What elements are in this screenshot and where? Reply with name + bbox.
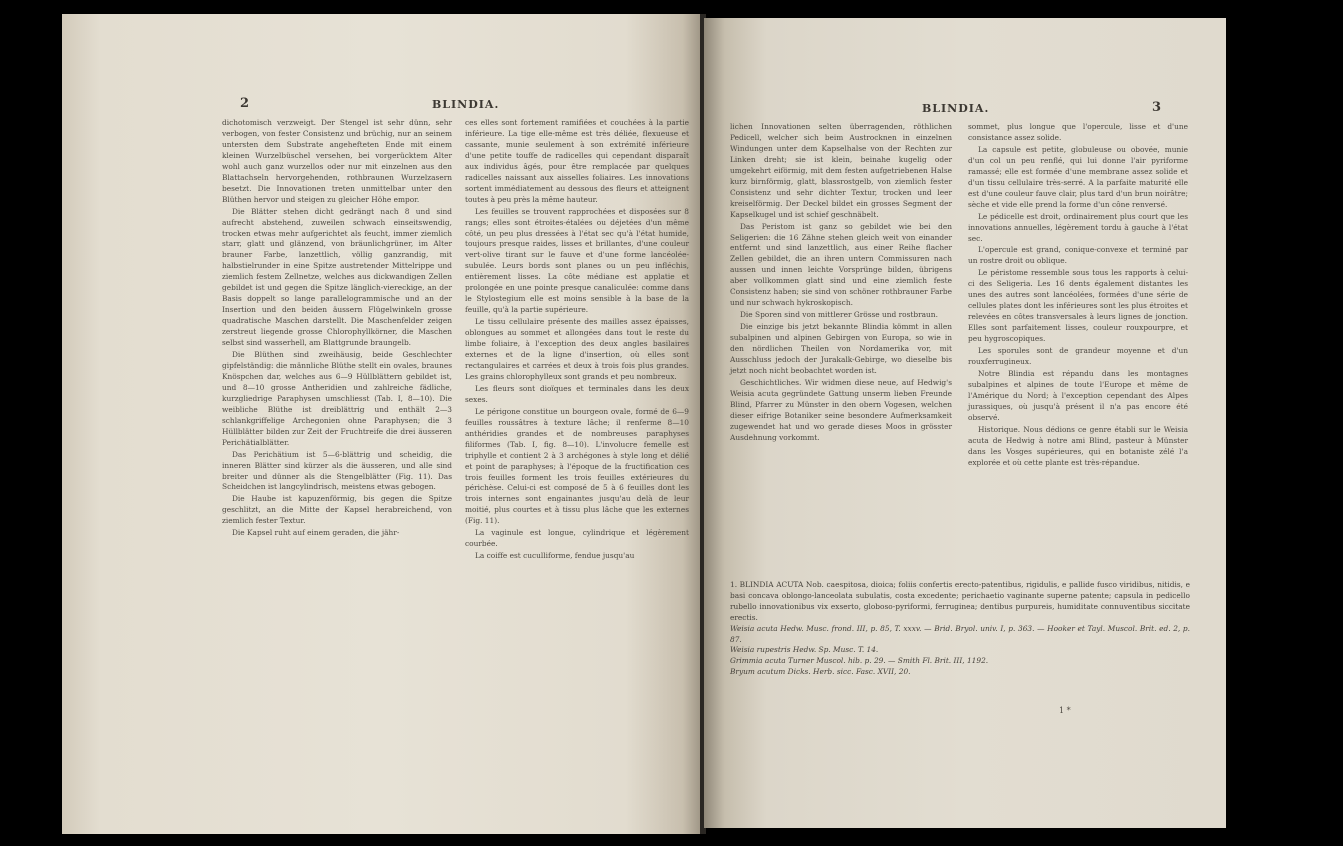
paragraph: sommet, plus longue que l'opercule, lisse et d'une consistance assez solide.: [968, 122, 1188, 142]
paragraph: Les fleurs sont dioïques et terminales dans les deux sexes.: [465, 383, 689, 404]
paragraph: Les feuilles se trouvent rapprochées et disposées sur 8 rangs; elles sont étroites-étalées ou déjetées d'un même côté, un peu plus dressées à l'état sec qu'à l'état humide, toujours presque raides, lisses et brillantes, d'une couleur vert-olive tirant sur le fauve et d'une forme lancéolée-subulée. Leurs bords sont planes ou un peu infléchis, entièrement lisses. La côte médiane est applatie et prolongée en une pointe presque canaliculée: comme dans le Stylostegium elle est moins sensible à la base de la feuille, qu'à la partie supérieure.: [465, 206, 689, 315]
paragraph: Die Sporen sind von mittlerer Grösse und rostbraun.: [740, 310, 938, 320]
right-column-french: [968, 122, 1188, 470]
right-page-number: 3: [1152, 100, 1162, 115]
paragraph: Notre Blindia est répandu dans les montagnes subalpines et alpines de toute l'Europe et même de l'Amérique du Nord; à l'exception cependant des Alpes jurassiques, où jusqu'à présent il n'a pas encore été observé.: [968, 368, 1188, 422]
right-column-german: [730, 122, 952, 445]
paragraph: Die Kapsel ruht auf einem geraden, die jähr-: [232, 528, 400, 538]
synonym-line: Weisia rupestris Hedw. Sp. Musc. T. 14.: [730, 645, 879, 655]
paragraph: Das Perichätium ist 5—6-blättrig und scheidig, die inneren Blätter sind kürzer als die äusseren, und alle sind breiter und dünner als die Stengelblätter (Fig. 11). Das Scheidchen ist langcylindrisch, meistens etwas gebogen.: [222, 449, 452, 492]
left-running-head: BLINDIA.: [432, 98, 500, 111]
paragraph: Les sporules sont de grandeur moyenne et d'un rouxferrugineux.: [968, 346, 1188, 367]
species-diagnosis: 1. BLINDIA ACUTA Nob. caespitosa, dioica; foliis confertis erecto-patentibus, rigidulis, e pallide fusco viridibus, nitidis, e basi concava oblongo-lanceolata subulatis, costa excedente; perichaetio vaginante superne patente; capsula in pedicello rubello innovationibus vix exserto, globoso-pyriformi, ferruginea; dentibus purpureis, humiditate connuventibus siccitate erectis.: [730, 580, 1190, 622]
paragraph: La coiffe est cuculliforme, fendue jusqu'au: [475, 551, 635, 561]
paragraph: La vaginule est longue, cylindrique et légèrement courbée.: [465, 528, 689, 549]
paragraph: L'opercule est grand, conique-convexe et terminé par un rostre droit ou oblique.: [968, 245, 1188, 266]
paragraph: La capsule est petite, globuleuse ou obovée, munie d'un col un peu renflé, qui lui donne l'air pyriforme ramassé; elle est formée d'une membrane assez solide et d'un tissu cellulaire très-serré. A la parfaite maturité elle est d'une couleur fauve clair, plus tard d'un brun noirâtre; sèche et vide elle prend la forme d'un cône renversé.: [968, 144, 1188, 209]
left-column-french: [465, 118, 689, 563]
paragraph: dichotomisch verzweigt. Der Stengel ist sehr dünn, sehr verbogen, von fester Consistenz und brüchig, nur an seinem untersten dem Substrate angehefteten Ende mit einem kleinen Wurzelbüschel versehen, bei vorgerücktem Alter wohl auch ganz wurzellos oder nur mit einzelnen aus den Blattachseln hervorgehenden, rothbraunen Wurzelzasern besetzt. Die Innovationen treten unmittelbar unter den Blüthen hervor und steigen zu gleicher Höhe empor.: [222, 118, 452, 204]
paragraph: Historique. Nous dédions ce genre établi sur le Weisia acuta de Hedwig à notre ami Blind, pasteur à Münster dans les Vosges supérieures, qui en botaniste zélé l'a explorée et où cette plante est très-répandue.: [968, 424, 1188, 467]
paragraph: Le périgone constitue un bourgeon ovale, formé de 6—9 feuilles roussâtres à texture lâche; il renferme 8—10 anthéridies grandes et de nombreuses paraphyses filiformes (Tab. I, fig. 8—10). L'involucre femelle est triphylle et contient 2 à 3 archégones à style long et délié et point de paraphyses; à l'époque de la fructification ces trois feuilles forment les trois feuilles extérieures du périchèse. Celui-ci est composé de 5 à 6 feuilles dont les trois internes sont engainantes jusqu'au delà de leur moitié, plus courtes et à tissu plus lâche que les externes (Fig. 11).: [465, 406, 689, 526]
synonym-line: Grimmia acuta Turner Muscol. hib. p. 29. — Smith Fl. Brit. III, 1192.: [730, 656, 989, 666]
paragraph: lichen Innovationen selten überragenden, röthlichen Pedicell, welcher sich beim Austrocknen in einzelnen Windungen unter dem Kapselhalse von der Rechten zur Linken dreht; sie ist klein, beinahe kugelig oder umgekehrt eiförmig, mit dem festen aufgetriebenen Halse kurz birnförmig, glatt, blassrostgelb, von ziemlich fester Consistenz und sehr dichter Textur, trocken und leer kreiselförmig. Der Deckel bildet ein grosses Segment der Kapselkugel und ist schief geschnäbelt.: [730, 122, 952, 219]
paragraph: Das Peristom ist ganz so gebildet wie bei den Seligerien: die 16 Zähne stehen gleich weit von einander entfernt und sind lanzettlich, aus einer Reihe flacher Zellen gebildet, die an ihren untern Commissuren nach aussen und innen leichte Vorsprünge bilden, übrigens aber vollkommen glatt sind und eine ziemlich feste Consistenz haben; sie sind von schöner rothbrauner Farbe und nur schwach hykroskopisch.: [730, 221, 952, 308]
paragraph: Geschichtliches. Wir widmen diese neue, auf Hedwig's Weisia acuta gegründete Gattung unserm lieben Freunde Blind, Pfarrer zu Münster in den obern Vogesen, welchen dieser eifrige Botaniker seine besondere Aufmerksamkeit zugewendet hat und wo gerade dieses Moos in grösster Ausdehnung vorkommt.: [730, 377, 952, 442]
right-running-head: BLINDIA.: [922, 102, 990, 115]
paragraph: Die Blätter stehen dicht gedrängt nach 8 und sind aufrecht abstehend, zuweilen schwach einseitswendig, trocken etwas mehr aufgerichtet als feucht, immer ziemlich starr, glatt und glänzend, von bräunlichgrüner, im Alter brauner Farbe, lanzettlich, völlig ganzrandig, mit halbstielrunder in eine Spitze austretender Mittelrippe und ziemlich festem Zellnetze, welches aus dickwandigen Zellen gebildet ist und gegen die Spitze länglich-viereckige, an der Basis doppelt so lange parallelogrammische und an der Insertion und den beiden äussern Flügelwinkeln grosse quadratische Maschen darstellt. Die Maschenfelder zeigen zerstreut liegende grosse Chlorophyllkörner, die Maschen selbst sind wasserhell, am Blattgrunde braungelb.: [222, 206, 452, 348]
left-page-number: 2: [240, 96, 250, 111]
signature-mark: 1 *: [1059, 706, 1071, 715]
left-column-german: [222, 118, 452, 540]
paragraph: Le tissu cellulaire présente des mailles assez épaisses, oblongues au sommet et allongées dans tout le reste du limbe foliaire, à l'exception des deux angles basilaires externes et de la ligne d'insertion, où elles sont rectangulaires et carrées et deux à trois fois plus grandes. Les grains chlorophylleux sont grands et peu nombreux.: [465, 317, 689, 381]
paragraph: Le péristome ressemble sous tous les rapports à celui-ci des Seligeria. Les 16 dents également distantes les unes des autres sont lancéolées, formées d'une série de cellules plates dont les inférieures sont les plus étroites et relevées en côtes transversales à leurs lignes de jonction. Elles sont parfaitement lisses, couleur rouxpourpre, et peu hygroscopiques.: [968, 268, 1188, 344]
synonym-line: Bryum acutum Dicks. Herb. sicc. Fasc. XVII, 20.: [730, 667, 911, 677]
paragraph: Le pédicelle est droit, ordinairement plus court que les innovations annuelles, légèrement tordu à gauche à l'état sec.: [968, 211, 1188, 243]
paragraph: Die Haube ist kapuzenförmig, bis gegen die Spitze geschlitzt, an die Mitte der Kapsel herabreichend, von ziemlich fester Textur.: [222, 494, 452, 526]
right-page: [704, 18, 1226, 828]
synonym-line: Weisia acuta Hedw. Musc. frond. III, p. 85, T. xxxv. — Brid. Bryol. univ. I, p. 363. — Hooker et Tayl. Muscol. Brit. ed. 2, p. 87.: [730, 623, 1190, 644]
paragraph: ces elles sont fortement ramifiées et couchées à la partie inférieure. La tige elle-même est très déliée, flexueuse et cassante, munie seulement à son extrémité inférieure d'une petite touffe de radicelles qui cependant disparaît aux individus âgés, pour être remplacée par quelques radicelles naissant aux aisselles foliaires. Les innovations sortent immédiatement au dessous des fleurs et atteignent toutes à peu près la même hauteur.: [465, 118, 689, 204]
paragraph: Die Blüthen sind zweihäusig, beide Geschlechter gipfelständig: die männliche Blüthe stellt ein ovales, braunes Knöspchen dar, welches aus 6—9 Hüllblättern gebildet ist, und 8—10 grosse Antheridien und zahlreiche fädliche, kurzgliedrige Paraphysen umschliesst (Tab. I, 8—10). Die weibliche Blüthe ist dreiblättrig und enthält 2—3 schlankgriffelige Archegonien ohne Paraphysen; die 3 Hüllblätter bilden zur Zeit der Fruchtreife die drei äusseren Perichätialblätter.: [222, 350, 452, 447]
paragraph: Die einzige bis jetzt bekannte Blindia kömmt in allen subalpinen und alpinen Gebirgen von Europa, so wie in den nördlichen Theilen von Nordamerika vor, mit Ausschluss jedoch der Jurakalk-Gebirge, wo dieselbe bis jetzt noch nicht beobachtet worden ist.: [730, 322, 952, 375]
species-entry: [730, 580, 1190, 678]
left-page: [62, 14, 702, 834]
